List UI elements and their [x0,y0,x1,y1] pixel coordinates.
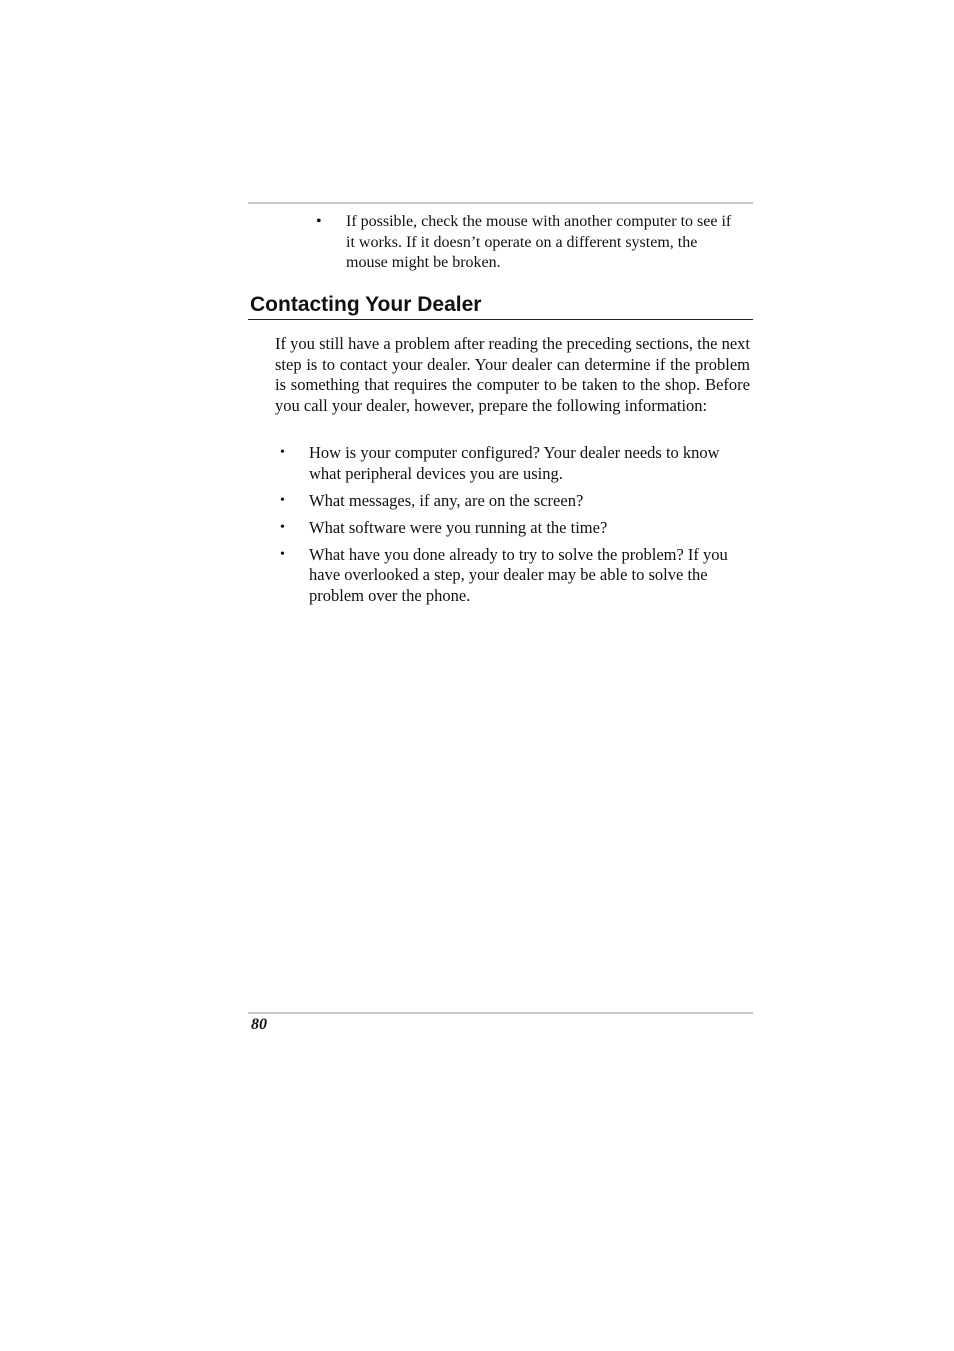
list-item [275,491,750,512]
bullet-icon: • [316,213,322,230]
header-rule [248,202,753,204]
bullet-icon: • [280,546,285,562]
intro-paragraph: If you still have a problem after reading the preceding sections, the next step is to contact your dealer. Your dealer can determine if the problem is something that requires the computer to be taken to the shop. Before you call your dealer, however, prepare the following information: [275,334,750,415]
list-item-text: What messages, if any, are on the screen? [309,490,584,510]
bullet-icon: • [280,519,285,535]
bullet-icon: • [280,445,285,460]
section-heading: Contacting Your Dealer [250,293,482,316]
list-item-text: If possible, check the mouse with another computer to see if it works. If it doesn’t operate on a different system, the mouse might be broken. [346,213,732,271]
list-item-text: What have you done already to try to solve the problem? If you have overlooked a step, your dealer may be able to solve the problem over the phone. [309,544,728,605]
list-item [275,518,750,539]
list-item [275,443,750,484]
footer-rule [248,1012,753,1014]
continued-bullet-list [312,212,742,274]
page-number: 80 [251,1016,267,1033]
list-item-text: What software were you running at the time? [309,517,608,537]
list-item-text: How is your computer configured? Your dealer needs to know what peripheral devices you are using. [309,443,720,483]
heading-underline [248,319,753,320]
list-item [275,545,750,607]
list-item [312,212,742,274]
bullet-icon: • [280,492,285,508]
information-bullet-list [275,443,750,613]
